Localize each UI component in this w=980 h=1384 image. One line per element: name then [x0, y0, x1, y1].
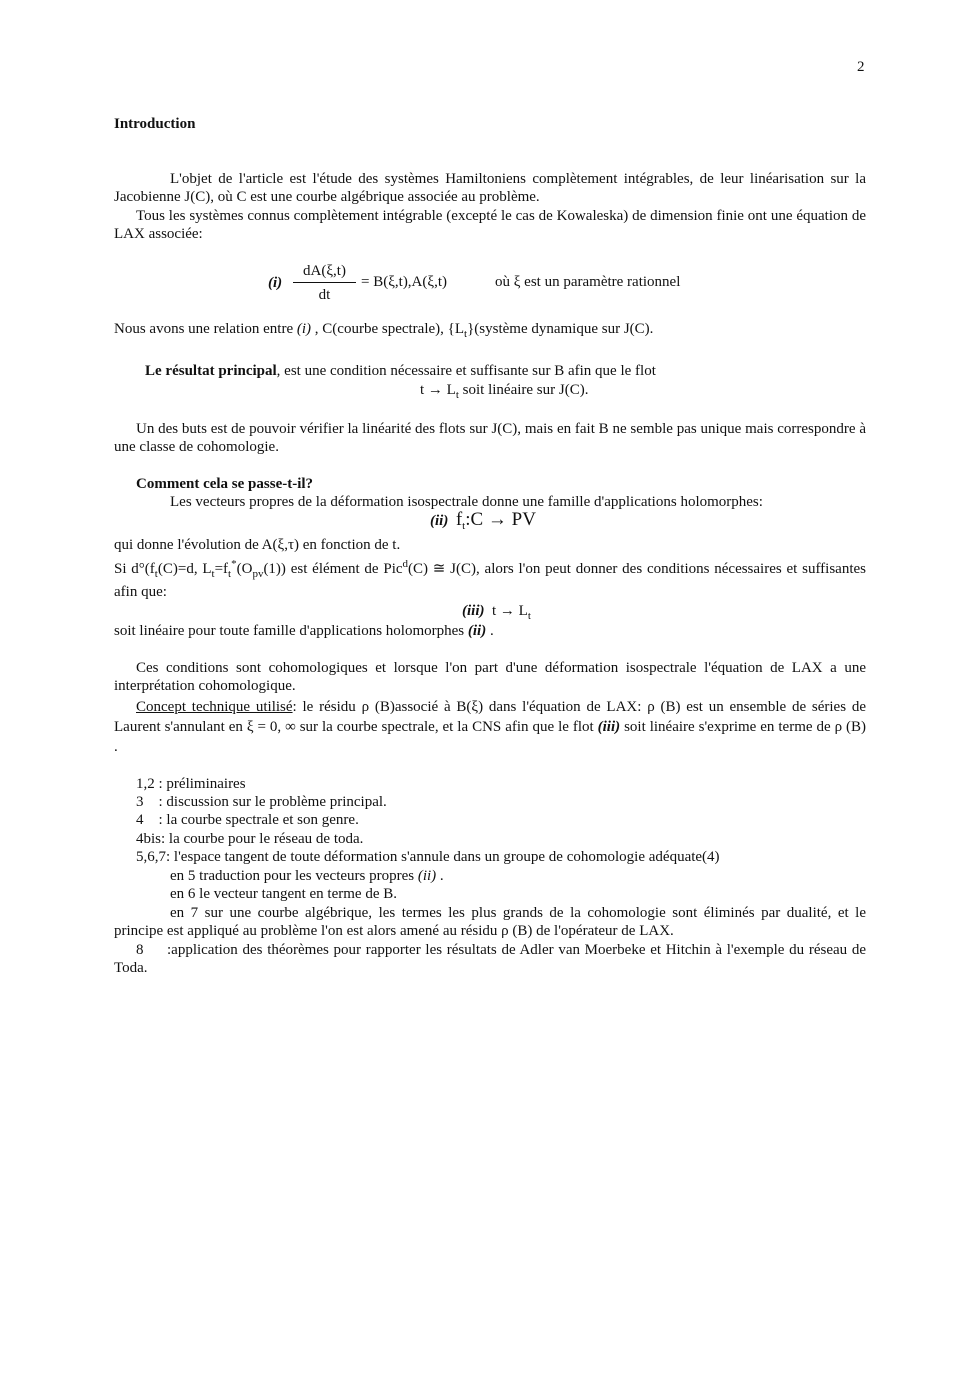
relation-text-c: }(système dynamique sur J(C).: [467, 321, 654, 337]
toc-s5-label: (ii): [417, 868, 437, 884]
toc-item: 4 : la courbe spectrale et son genre.: [136, 812, 359, 828]
paragraph-linear: [114, 622, 866, 640]
equation-fraction: [293, 262, 356, 304]
paragraph-degree: [114, 558, 866, 604]
fraction-numerator: dA(ξ,t): [293, 262, 356, 283]
equation-label-i: (i): [268, 275, 283, 291]
degree-f: (C) ≅ J(C), alors l'on peut donner des conditions nécessaires et suffisantes afin que:: [114, 561, 866, 600]
equation-rhs: = B(ξ,t),A(ξ,t): [361, 274, 447, 290]
equation-ii-rhs: :C → PV: [465, 509, 536, 530]
paragraph-evolution: qui donne l'évolution de A(ξ,τ) en fonction de t.: [114, 537, 401, 553]
paragraph-systems: Tous les systèmes connus complètement intégrable (excepté le cas de Kowaleska) de dimension finie ont une équation de LAX associée:: [114, 208, 866, 242]
equation-label-iii: (iii): [462, 603, 485, 619]
flow-text: t → L: [420, 382, 456, 398]
toc-item: 5,6,7: l'espace tangent de toute déformation s'annule dans un groupe de cohomologie adéquate(4): [136, 849, 720, 865]
relation-text-a: Nous avons une relation entre: [114, 321, 297, 337]
degree-a: Si d°(f: [114, 561, 155, 577]
toc-item: 8 :application des théorèmes pour rapporter les résultats de Adler van Moerbeke et Hitchin à l'exemple du réseau de Toda.: [114, 942, 870, 976]
equation-iii-text: t → L: [492, 603, 528, 619]
degree-d: (O: [236, 561, 253, 577]
section-heading: Introduction: [114, 116, 196, 132]
degree-sub2: t: [211, 568, 215, 580]
linear-label: (ii): [467, 623, 487, 639]
concept-label: (iii): [597, 719, 621, 735]
flow-text-b: soit linéaire sur J(C).: [458, 382, 589, 398]
toc-item: 4bis: la courbe pour le réseau de toda.: [136, 831, 364, 847]
linear-b: .: [486, 623, 494, 639]
degree-sup1: *: [231, 558, 237, 570]
main-result-line: [145, 362, 656, 380]
flow-sub: t: [455, 389, 459, 401]
toc-s5-text: en 5 traduction pour les vecteurs propres: [170, 868, 418, 884]
equation-ii-lhs: f: [455, 509, 463, 530]
concept-a: : le résidu ρ (B)associé à B(ξ) dans l'équation de LAX: ρ (B) est un ensemble de séries de Laurent s'annulant en ξ = 0, ∞ sur la courbe spectrale, et la CNS afin que le flot: [114, 699, 866, 735]
degree-sup2: d: [402, 558, 409, 570]
toc-s5-end: .: [436, 868, 444, 884]
paragraph-eigenvectors: Les vecteurs propres de la déformation isospectrale donne une famille d'applications holomorphes:: [170, 494, 763, 510]
degree-sub4: pv: [252, 568, 264, 580]
degree-b: (C)=d, L: [157, 561, 212, 577]
equation-label-ii: (ii): [430, 513, 449, 529]
toc-item: 3 : discussion sur le problème principal.: [136, 794, 387, 810]
degree-c: =f: [214, 561, 229, 577]
relation-label: (i): [296, 321, 312, 337]
equation-iii: [462, 602, 531, 620]
degree-sub3: t: [228, 568, 232, 580]
paragraph-concept: [114, 697, 866, 757]
toc-sub-item: [170, 867, 444, 885]
degree-sub1: t: [154, 568, 158, 580]
how-heading: Comment cela se passe-t-il?: [136, 476, 314, 492]
equation-ii: [430, 511, 536, 530]
degree-e: (1)) est élément de Pic: [263, 561, 403, 577]
main-result-bold: Le résultat principal: [145, 363, 277, 379]
equation-ii-sub: t: [462, 520, 466, 532]
main-result-text: , est une condition nécessaire et suffisante sur B afin que le flot: [276, 363, 656, 379]
equation-iii-sub: t: [527, 610, 531, 622]
equation-tail: où ξ est un paramètre rationnel: [495, 274, 681, 290]
toc-sub-item: en 7 sur une courbe algébrique, les termes les plus grands de la cohomologie sont éliminés par dualité, et le principe est appliqué au problème l'on est alors amené au résidu ρ (B) de l'opérateur de LAX.: [114, 905, 866, 939]
relation-sub: t: [464, 328, 468, 340]
linear-a: soit linéaire pour toute famille d'applications holomorphes: [114, 623, 468, 639]
paragraph-cohomology: Ces conditions sont cohomologiques et lorsque l'on part d'une déformation isospectrale l'équation de LAX a une interprétation cohomologique.: [114, 660, 866, 694]
paragraph-intro: L'objet de l'article est l'étude des systèmes Hamiltoniens complètement intégrables, de leur linéarisation sur la Jacobienne J(C), où C est une courbe algébrique associée au problème.: [114, 171, 866, 205]
toc-sub-item: en 6 le vecteur tangent en terme de B.: [170, 886, 397, 902]
fraction-denominator: dt: [318, 287, 331, 303]
page-number: 2: [857, 59, 865, 75]
paragraph-goals: Un des buts est de pouvoir vérifier la linéarité des flots sur J(C), mais en fait B ne semble pas unique mais correspondre à une classe de cohomologie.: [114, 421, 866, 455]
main-result-flow: [420, 381, 588, 399]
relation-text-b: , C(courbe spectrale), {L: [311, 321, 465, 337]
paragraph-relation: [114, 320, 866, 338]
toc-item: 1,2 : préliminaires: [136, 776, 246, 792]
concept-underlined: Concept technique utilisé: [136, 699, 293, 715]
concept-b: soit linéaire s'exprime en terme de ρ (B) .: [114, 719, 866, 755]
